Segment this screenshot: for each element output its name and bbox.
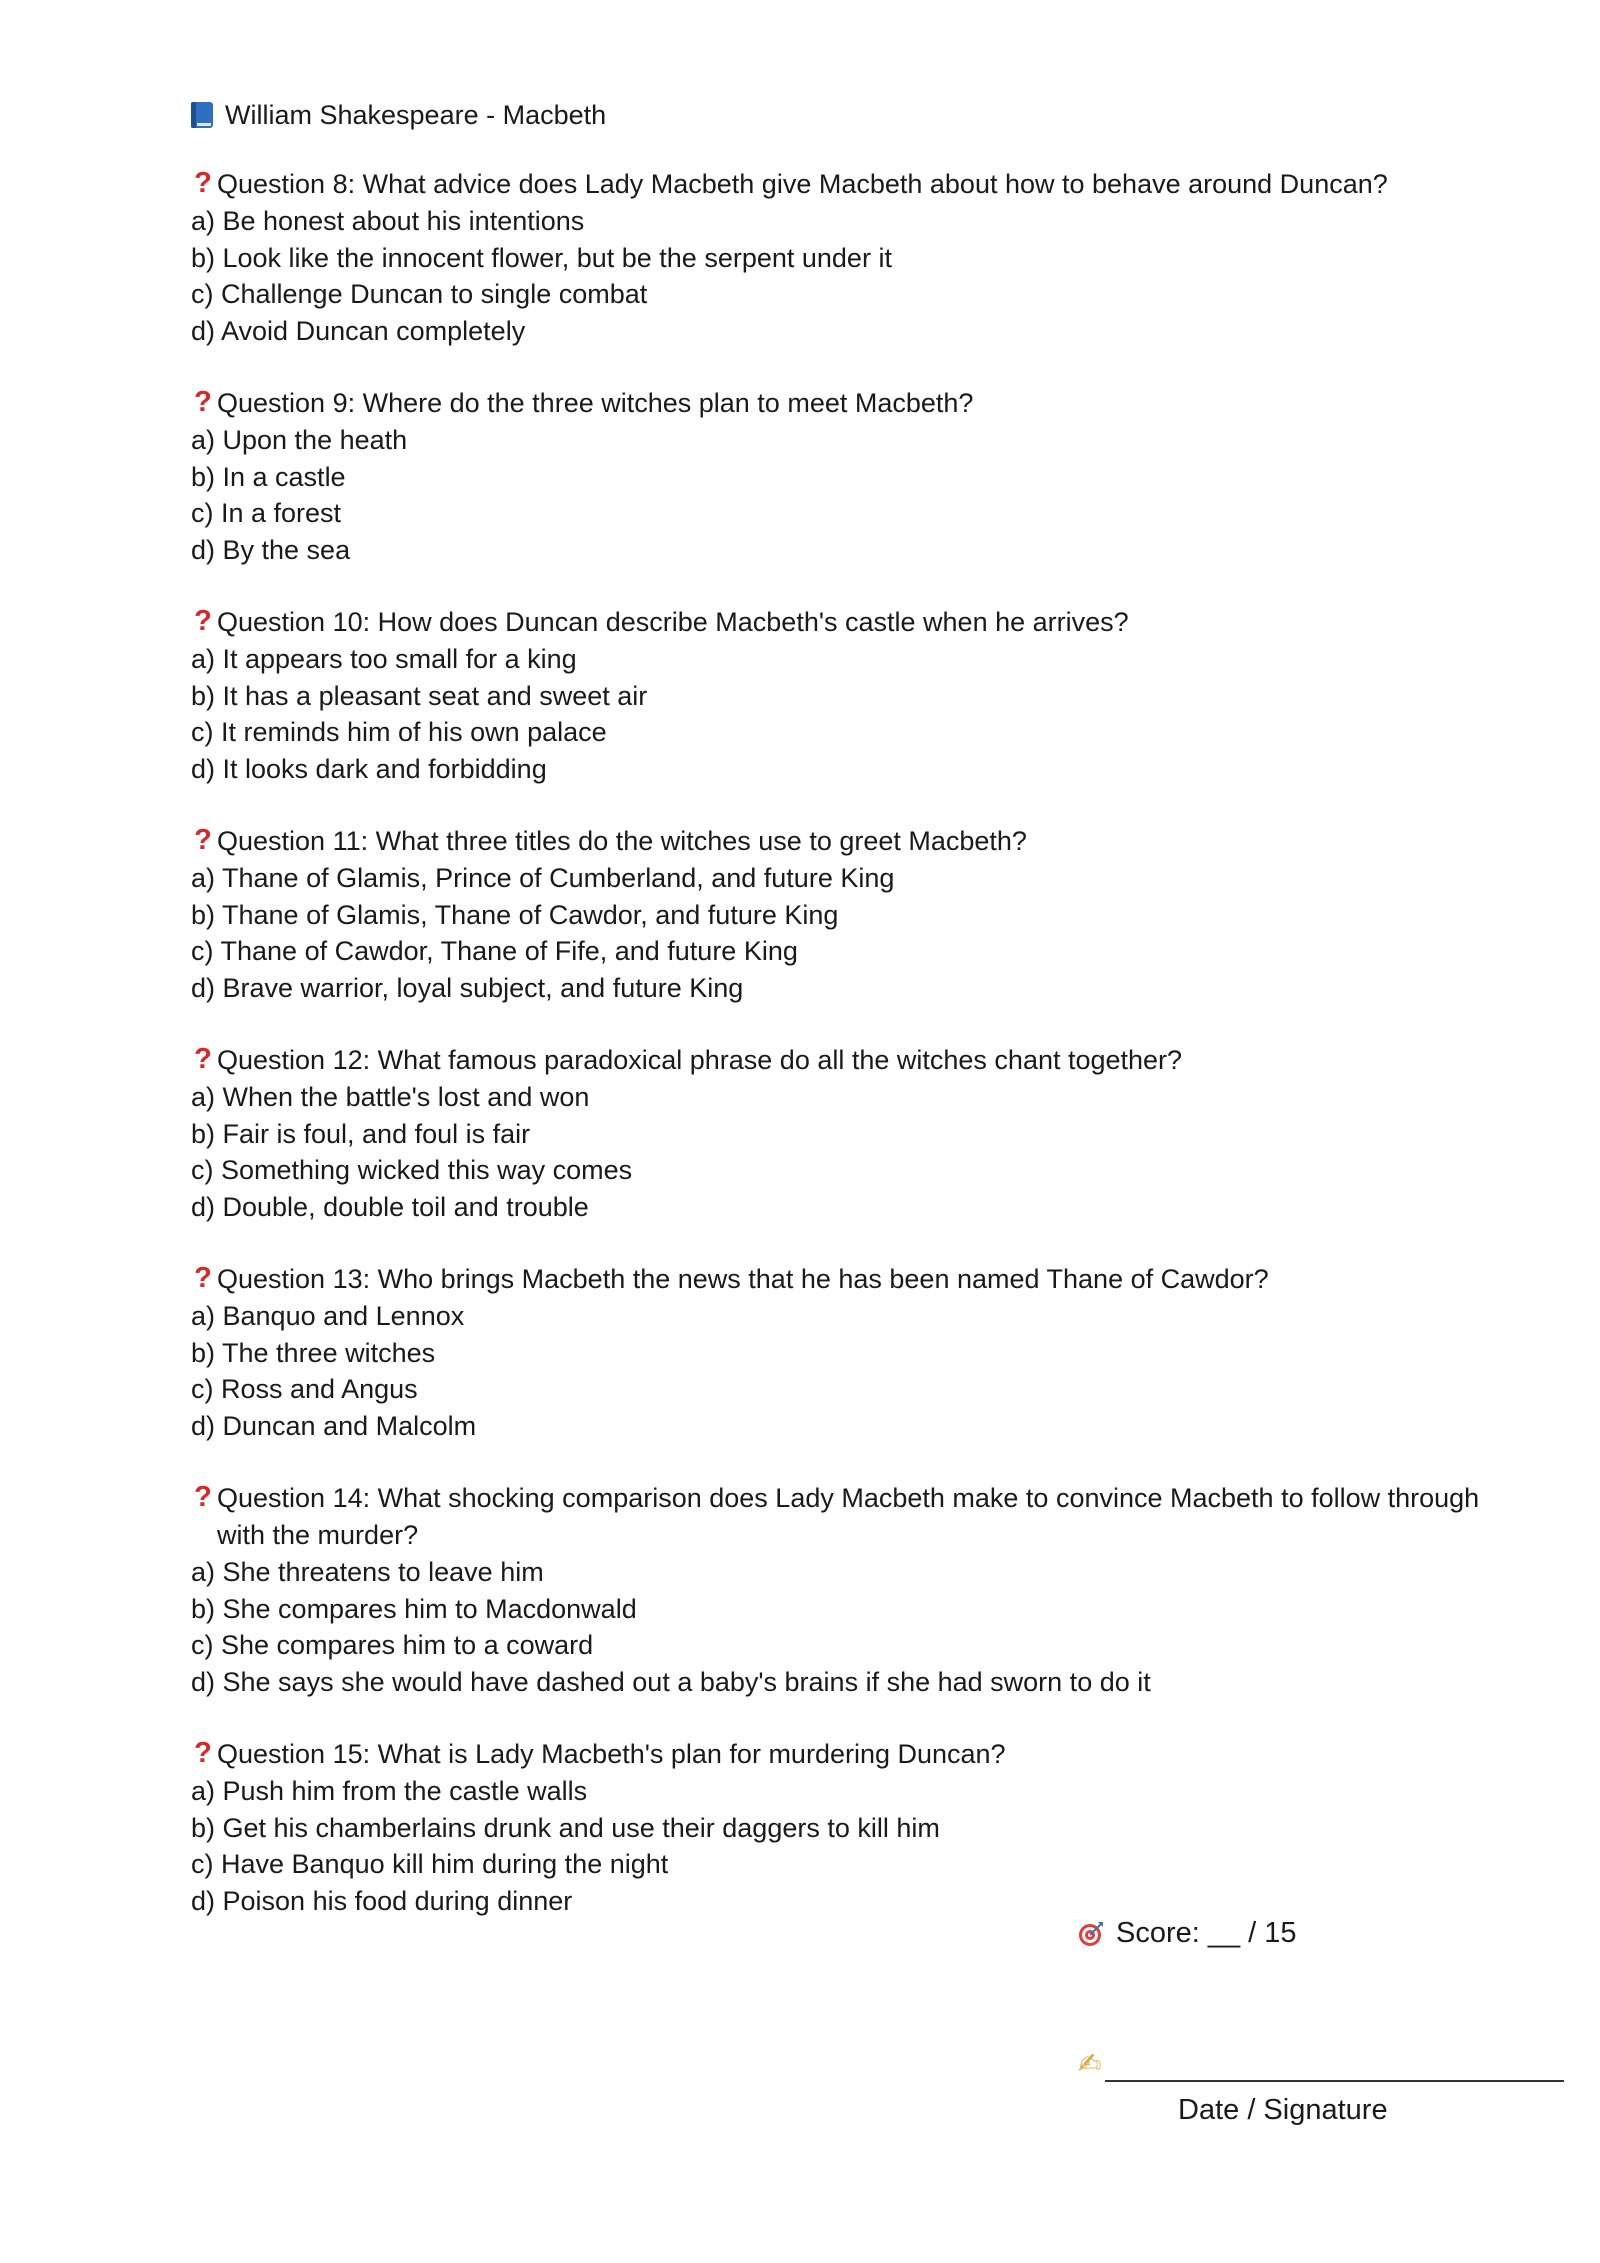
- question-text: Question 14: What shocking comparison does Lady Macbeth make to convince Macbeth to follow through with the murder?: [217, 1483, 1480, 1550]
- question-mark-icon: ?: [194, 386, 212, 418]
- answer-option: b) She compares him to Macdonwald: [191, 1593, 637, 1624]
- question-text: Question 11: What three titles do the witches use to greet Macbeth?: [217, 826, 1027, 856]
- answer-option: b) Look like the innocent flower, but be the serpent under it: [191, 242, 892, 273]
- question-line: [191, 385, 1521, 422]
- question-block: [191, 1480, 1521, 1700]
- question-line: [191, 823, 1521, 860]
- answer-option: a) When the battle's lost and won: [191, 1082, 590, 1112]
- question-text: Question 13: Who brings Macbeth the news that he has been named Thane of Cawdor?: [217, 1264, 1269, 1294]
- answer-option: c) Thane of Cawdor, Thane of Fife, and future King: [191, 936, 798, 966]
- answer-option: c) It reminds him of his own palace: [191, 717, 607, 747]
- score-label: Score: __ / 15: [1116, 1917, 1297, 1949]
- question-block: [191, 1042, 1521, 1225]
- question-block: [191, 823, 1521, 1006]
- worksheet-header: [191, 92, 1521, 138]
- question-mark-icon: ?: [194, 824, 212, 856]
- answer-option: b) The three witches: [191, 1337, 436, 1368]
- answer-option: c) Something wicked this way comes: [191, 1155, 633, 1185]
- answer-option: d) By the sea: [191, 534, 351, 565]
- answer-option: a) Thane of Glamis, Prince of Cumberland, and future King: [191, 863, 895, 893]
- question-block: [191, 166, 1521, 349]
- question-mark-icon: ?: [194, 605, 212, 637]
- answer-option: d) She says she would have dashed out a baby's brains if she had sworn to do it: [191, 1666, 1151, 1697]
- answer-option: a) She threatens to leave him: [191, 1557, 544, 1587]
- question-mark-icon: ?: [194, 1262, 212, 1294]
- question-mark-icon: ?: [194, 1737, 212, 1769]
- answer-option: b) Get his chamberlains drunk and use their daggers to kill him: [191, 1812, 940, 1843]
- answer-option: d) Double, double toil and trouble: [191, 1191, 589, 1222]
- answer-option: d) Poison his food during dinner: [191, 1885, 573, 1916]
- question-line: [191, 1261, 1521, 1298]
- question-line: [191, 166, 1521, 203]
- question-block: [191, 1261, 1521, 1444]
- worksheet-title: William Shakespeare - Macbeth: [225, 99, 607, 130]
- question-block: [191, 604, 1521, 787]
- answer-option: d) Avoid Duncan completely: [191, 315, 526, 346]
- answer-option: b) Fair is foul, and foul is fair: [191, 1118, 531, 1149]
- question-text: Question 10: How does Duncan describe Macbeth's castle when he arrives?: [217, 607, 1129, 637]
- question-text: Question 15: What is Lady Macbeth's plan for murdering Duncan?: [217, 1739, 1006, 1769]
- answer-option: a) Be honest about his intentions: [191, 206, 585, 236]
- question-text: Question 12: What famous paradoxical phrase do all the witches chant together?: [217, 1045, 1183, 1075]
- answer-option: a) Banquo and Lennox: [191, 1301, 465, 1331]
- answer-option: a) It appears too small for a king: [191, 644, 577, 674]
- question-mark-icon: ?: [194, 1481, 212, 1513]
- answer-option: c) Have Banquo kill him during the night: [191, 1849, 669, 1879]
- answer-option: d) Duncan and Malcolm: [191, 1410, 477, 1441]
- signature-box: [1078, 2038, 1564, 2127]
- answer-option: b) Thane of Glamis, Thane of Cawdor, and future King: [191, 899, 839, 930]
- question-line: [191, 1736, 1521, 1773]
- question-line: [191, 1480, 1521, 1554]
- answer-option: c) In a forest: [191, 498, 342, 528]
- score-box: [1078, 1917, 1297, 1950]
- question-line: [191, 1042, 1521, 1079]
- target-icon: [1078, 1921, 1104, 1947]
- question-mark-icon: ?: [194, 167, 212, 199]
- question-line: [191, 604, 1521, 641]
- book-icon: [191, 102, 213, 128]
- signature-label: Date / Signature: [1178, 2094, 1388, 2126]
- answer-option: b) It has a pleasant seat and sweet air: [191, 680, 648, 711]
- answer-option: a) Upon the heath: [191, 425, 408, 455]
- answer-option: c) Challenge Duncan to single combat: [191, 279, 648, 309]
- answer-option: c) Ross and Angus: [191, 1374, 418, 1404]
- question-block: [191, 385, 1521, 568]
- question-text: Question 9: Where do the three witches plan to meet Macbeth?: [217, 388, 974, 418]
- answer-option: b) In a castle: [191, 461, 346, 492]
- answer-option: d) It looks dark and forbidding: [191, 753, 547, 784]
- signature-line[interactable]: [1105, 2044, 1564, 2082]
- worksheet-page: [191, 92, 1521, 1955]
- question-text: Question 8: What advice does Lady Macbeth give Macbeth about how to behave around Duncan?: [217, 169, 1388, 199]
- answer-option: d) Brave warrior, loyal subject, and future King: [191, 972, 744, 1003]
- answer-option: c) She compares him to a coward: [191, 1630, 594, 1660]
- question-mark-icon: ?: [194, 1043, 212, 1075]
- question-block: [191, 1736, 1521, 1919]
- question-list: [191, 166, 1521, 1919]
- answer-option: a) Push him from the castle walls: [191, 1776, 588, 1806]
- writing-hand-icon: ✍: [1078, 2048, 1102, 2079]
